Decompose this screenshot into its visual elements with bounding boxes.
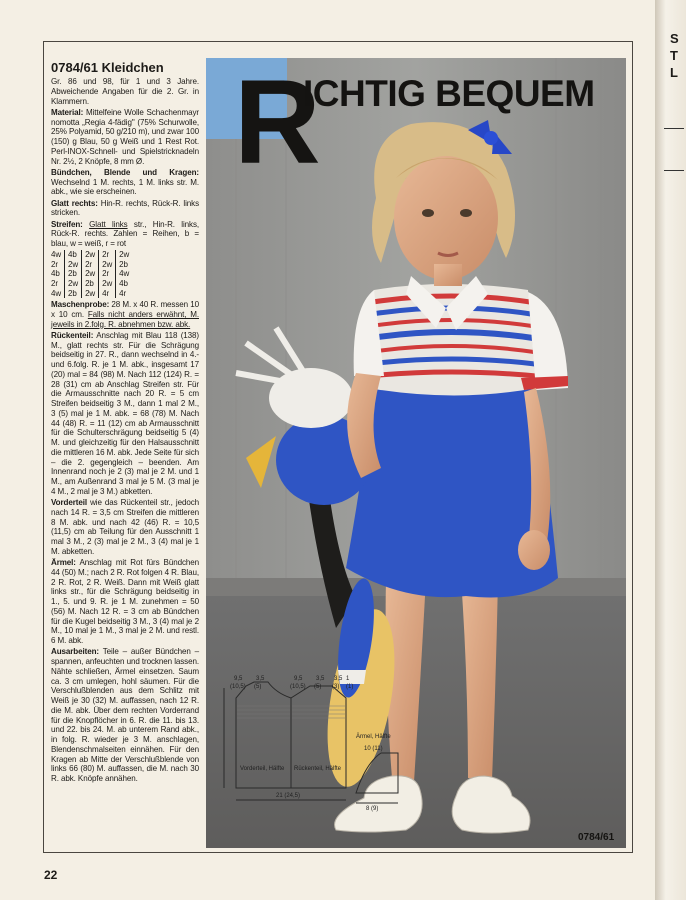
stripe-cell: 2r	[51, 279, 58, 289]
stripe-cell: 2b	[116, 260, 133, 270]
photo-code: 0784/61	[578, 832, 615, 843]
stripe-row	[51, 269, 132, 279]
stripe-cell: 2w	[65, 279, 82, 289]
stripe-cell: 4b	[116, 279, 133, 289]
stripe-cell: 2r	[51, 259, 58, 269]
stripe-cell: 4w	[51, 250, 62, 260]
back-paragraph: Rückenteil: Anschlag mit Blau 118 (138) M., glatt rechts str. Für die Schrägung beidseitig in 27. R., dann wechselnd in 4.- und 6.folg. R. je 1 M. abk., insgesamt 17 (20) mal = 84 (98) M. Nach 112 (124) R. = 28 (31) cm ab Anschlag Streifen str. Für die Armausschnitte nach 20 R. = 5 cm Streifen beidseitig 3 M., dann 1 mal 2 M., 3 (5) mal je 1 M. abk. = 68 (78) M. Nach 44 (48) R. = 11 (12) cm ab Armausschnitt für die Schulterschrägung beidseitig 5 (4) M. und gleichzeitig für den Halsausschnitt die mittleren 16 M. abk. Jede Seite für sich – die 2. gegengleich – beenden. Am Innenrand noch je 2 (3) mal je 2 M. und 1 M., am Außenrand 3 mal je 5 M. (3 mal je 4 M., 2 mal je 3 M.) abketten.	[51, 330, 199, 496]
stripe-cell: 2w	[82, 250, 99, 260]
stripe-cell: 2w	[82, 289, 99, 299]
dim-label: (1)	[346, 684, 354, 690]
next-page-letters: S T L	[670, 31, 679, 80]
stripe-cell: 4w	[51, 288, 62, 298]
dim-label: 3,5	[334, 676, 343, 682]
stripe-cell: 4w	[116, 269, 133, 279]
gauge-paragraph: Maschenprobe: 28 M. x 40 R. messen 10 x 10 cm. Falls nicht anders erwähnt, M. jeweils in 2.folg. R. abnehmen bzw. abk.	[51, 300, 199, 329]
headline: ICHTIG BEQUEM	[303, 73, 595, 114]
stripe-cell: 2w	[99, 260, 116, 270]
dim-label: (10,5)	[290, 684, 306, 690]
headline-initial: R	[234, 55, 317, 189]
stripes-paragraph: Streifen: Glatt links str., Hin-R. links, Rück-R. rechts. Zahlen = Reihen, b = blau, w = weiß, r = rot	[51, 219, 200, 248]
stripe-cell: 2b	[82, 279, 99, 289]
dim-label: (3)	[332, 684, 340, 690]
stripe-cell: 2b	[65, 289, 82, 299]
left-eye	[422, 209, 434, 217]
stripe-cell: 4b	[51, 269, 60, 279]
stripe-cell: 4r	[116, 289, 133, 299]
stripe-cell: 2w	[82, 269, 99, 279]
stockinette-paragraph: Glatt rechts: Hin-R. rechts, Rück-R. links stricken.	[51, 198, 200, 218]
stripe-cell: 4b	[65, 250, 82, 260]
stripe-cell: 2b	[65, 269, 82, 279]
pattern-text-column	[51, 60, 199, 785]
gutter-rule	[664, 128, 684, 129]
front-paragraph: Vorderteil wie das Rückenteil str., jedoch nach 14 R. = 3,5 cm Streifen die mittleren 8 M. abk. und nach 42 (46) R. = 10,5 (11,5) cm ab Teilung für den Ausschnitt 1 mal 3 M., 2 (3) mal je 2 M., 3 (4) mal je 1 M. abketten.	[51, 498, 200, 556]
dim-label: 9,5	[234, 676, 243, 682]
stripe-row	[51, 260, 132, 270]
dim-label: (5)	[314, 684, 322, 690]
stripe-cell: 2r	[82, 260, 99, 270]
stripe-cell: 4r	[99, 289, 116, 299]
stripe-row	[51, 250, 132, 260]
stripe-sequence-table	[51, 250, 132, 298]
bottom-width-label: 21 (24,5)	[276, 793, 301, 799]
size-info: Gr. 86 und 98, für 1 und 3 Jahre. Abweichende Angaben für die 2. Gr. in Klammern.	[51, 77, 199, 106]
stripe-row	[51, 279, 132, 289]
stripe-cell: 2w	[65, 260, 82, 270]
stripe-cell: 2w	[116, 250, 133, 260]
stripe-cell: 2r	[99, 269, 116, 279]
dim-label: (10,5)	[230, 684, 246, 690]
front-half-label: Vorderteil, Hälfte	[240, 766, 285, 772]
finishing-paragraph: Ausarbeiten: Teile – außer Bündchen – spannen, anfeuchten und trocknen lassen. Nähte schließen, Ärmel einsetzen. Saum ca. 3 cm umlegen, hohl säumen. Für die Verschlußblenden aus dem Schlitz mit Weiß je 30 (32) M. auffassen, nach 12 R. die M. abk. Über dem rechten Vorderrand für die Knopflöcher in 6. R. die 11. bis 13. und 22. bis 24. M. ab unterem Rand abk., in folg. R. wieder je 3 M. anschlagen, Blendenschmalseiten einnähen. Für den Kragen ab Mitte der Verschlußblende von links 66 (80) M. auffassen, die M. nach 30 R. abk. Knöpfe annähen.	[51, 647, 199, 784]
dim-label: 3,5	[256, 676, 265, 682]
sleeve-half-label: Ärmel, Hälfte	[356, 734, 391, 740]
right-eye	[460, 209, 472, 217]
material-paragraph: Material: Mittelfeine Wolle Schachenmayr nomotta „Regia 4-fädig" (75% Schurwolle, 25% Polyamid, 50 g/210 m), und zwar 100 (150) g Blau, 50 g Weiß und 1 Rest Rot. Perl-INOX-Schnell- und Spielstricknadeln Nr. 2½, 2 Knöpfe, 8 mm Ø.	[51, 107, 200, 166]
face	[394, 156, 498, 280]
stripe-row	[51, 289, 132, 299]
stripe-cell: 2r	[99, 250, 116, 260]
sleeve-paragraph: Ärmel: Anschlag mit Rot fürs Bündchen 44 (50) M.; nach 2 R. Rot folgen 4 R. Blau, 2 R. Rot, 2 R. Weiß. Dann mit Weiß glatt links str., für die Schrägung beidseitig in 1., 5. und 9. R. je 1 M. zunehmen = 50 (56) M. Nach 12 R. = 3 cm ab Bündchen für die Kugel beidseitig 3 M., 3 (4) mal je 2 M., 10 mal je 1 M., 3 mal je 2 M. und restl. 6 M. abk.	[51, 558, 199, 646]
dim-label: 1	[346, 676, 350, 682]
neck	[434, 264, 462, 286]
back-half-label: Rückenteil, Hälfte	[294, 766, 342, 772]
cuff-paragraph: Bündchen, Blende und Kragen: Wechselnd 1 M. rechts, 1 M. links str. M. abk., wie sie erscheinen.	[51, 167, 199, 197]
dim-label: 9,5	[294, 676, 303, 682]
sleeve-top-label: 10 (11)	[364, 746, 383, 752]
page-number: 22	[44, 868, 58, 882]
dim-label: (5)	[254, 684, 262, 690]
right-hand	[518, 530, 550, 570]
next-page-edge	[655, 0, 686, 900]
stripe-cell: 2w	[99, 279, 116, 289]
dim-label: 3,5	[316, 676, 325, 682]
gutter-rule	[664, 170, 684, 171]
sleeve-bottom-label: 8 (9)	[366, 806, 379, 812]
pattern-title: 0784/61 Kleidchen	[51, 60, 164, 75]
